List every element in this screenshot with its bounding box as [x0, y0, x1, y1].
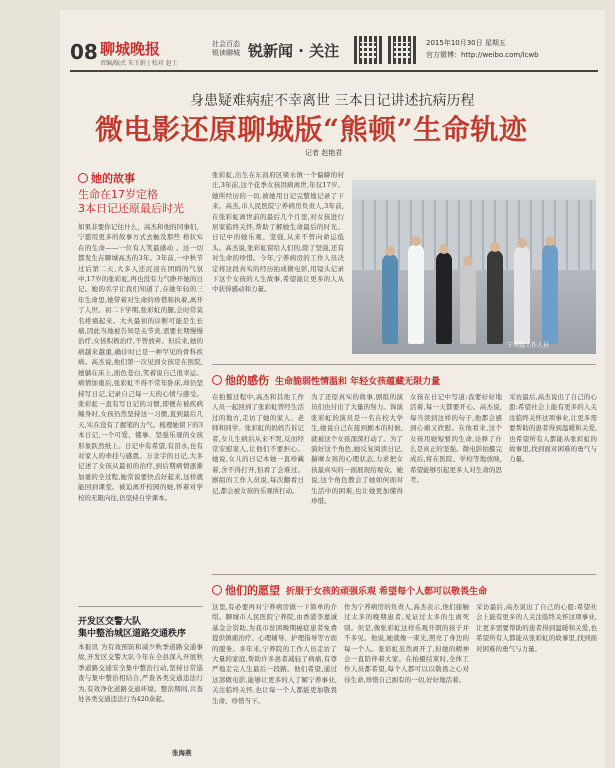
person-head [545, 236, 555, 246]
circle-bullet-icon [212, 375, 222, 385]
person-head [463, 256, 473, 266]
qr-code-icon [388, 36, 416, 64]
article-headline: 微电影还原聊城版“熊顿”生命轨迹 [95, 113, 528, 146]
article-column-3: 在拍摄过程中,高杰和其他工作人员一起回到了张彩虹曾经生活过的地方,走访了她的家人、老师和同学。张彩虹的妈妈告诉记者,女儿生病后从来不哭,反而经常安慰家人,让他们不要担心。她说,女儿的日记本她一直珍藏着,舍不得打开,怕看了会难过。剧组的工作人员说,每次翻看日记,都会被女孩的乐观所打动。 [212, 393, 304, 495]
person-figure [408, 244, 424, 344]
person-head [439, 244, 449, 254]
section-subtitle: 生命在17岁定格 [78, 188, 158, 201]
newspaper-brand: 聊城晚报 [100, 40, 161, 58]
article-column-8: 采访最后,高杰说出了自己的心愿:希望社会上能有更多的人关注临终关怀这项事业,让更多需要帮助的患者得到温暖和关爱,也希望所有人都能从张彩虹的故事里,找到面对困难的勇气与力量。 [509, 393, 597, 464]
article-column-5: 这里,有必要再对宁养病房做一下简单的介绍。聊城市人民医院宁养院,由香港李嘉诚基金会资助,为我市贫困晚期癌症患者免费提供镇痛治疗、心理辅导、护理指导等方面的服务。多年来,宁养院的工作人员走访了大量的家庭,帮助许多患者减轻了病痛,有尊严地走完人生最后一段路。他们希望,通过这部微电影,能够让更多的人了解宁养事业,关注临终关怀,也让每一个人都能更加敬畏生命、珍惜当下。 [212, 603, 337, 705]
brief-author: 张海燕 [172, 749, 192, 757]
article-kicker: 身患疑难病症不幸离世 三本日记讲述抗病历程 [190, 93, 475, 109]
article-column-8b: 采访最后,高杰说出了自己的心愿:希望社会上能有更多的人关注临终关怀这项事业,让更多需要帮助的患者得到温暖和关爱,也希望所有人都能从张彩虹的故事里,找到面对困难的勇气与力量。 [476, 603, 597, 653]
section-title-her-story: 她的故事 [78, 170, 135, 186]
article-column-4: 为了还原真实的故事,剧组的演员们也付出了大量的努力。饰演张彩虹的演员是一名在校大学生,她说自己在接到剧本的时候,就被这个女孩深深打动了。为了演好这个角色,她反复阅读日记,揣摩女孩的心理状态,力求把女孩最真实的一面展现给观众。她说,这个角色教会了她如何面对生活中的困难,也让她更加懂得珍惜。 [311, 393, 403, 506]
person-figure [382, 254, 398, 344]
section-title-their-wish: 他们的愿望 折服于女孩的顽强乐观 希望每个人都可以敬畏生命 [212, 582, 487, 598]
person-head [411, 236, 421, 246]
person-figure [460, 264, 476, 344]
photo-caption: 宁秀霞工作人员 [507, 342, 550, 349]
article-column-6: 女孩在日记中写道:我要好好地活着,每一天都要开心。高杰说,每当读到这样的句子,他都会感到心痛又欣慰。在他看来,这个女孩用她短暂的生命,诠释了什么是真正的坚强。微电影拍摄完成后,将在医院、学校等地放映,希望能够引起更多人对生命的思考。 [410, 393, 502, 485]
weibo-address: 官方微博：http://weibo.com/lcwb [426, 51, 539, 59]
article-column-2: 张彩虹,出生在东昌府区梁水镇一个偏僻的村庄,3年前,这个花季女孩因病离世,年仅17岁。她所经历的一切,被她用日记完整地记录了下来。高杰,市人民医院宁养病房负责人,3年前,在张彩虹离世前的最后几个月里,对女孩进行居家临终关怀,帮助了解她生命最后的时光。日记中的她乐观、坚强,从来不曾向命运低头。高杰说,张彩虹留给人们的,除了坚强,还有对生命的珍惜。今年,宁养病房的工作人员决定将这段真实的经历拍成微电影,用镜头记录下这个女孩的人生故事,希望能让更多的人从中获得感动和力量。 [212, 171, 344, 294]
circle-bullet-icon [212, 585, 222, 595]
column-name: 锐新闻 · 关注 [248, 42, 340, 60]
qr-code-icon [354, 36, 382, 64]
article-column-1: 如果非要你记住什么，高杰和他的同事们，宁愿用更多的故事方式去触及那些 格状实在的生命——一位有人笑最感动 。这一切都发生在聊城高杰的3年。3年前,一中秋节过后第二天,大多人还沉浸在团圆的气氛中,17岁的张彩虹,再也没有力气睁开她的日记。她的名字让我们知道了,在她年轻的三年生命里,她带着对生命的珍惜和执着,离开了人世。初二下学期,张彩虹的腿,会时常莫名疼痛起来。大夫最初的诊断可能是生长痛,因此当地被告知是关节炎,需要长期慢慢治疗,女孩积极治疗,不曾放弃。但后来,她的病越来越重,确诊时已是一种罕见的骨科疾病。高杰说,他们第一次见到女孩是在医院,她躺在床上,面色苍白,笑着说自己很幸运。病情加重后,张彩虹不得不常年卧床,却仍坚持写日记,记录自己每一天的心情与感受。张彩虹一直有写日记的习惯,即便在被疾病缠身时,女孩仍然坚持这一习惯,直到最后几天,实在没有了握笔的力气。梳理她留下的3本日记,一个可爱、懂事、坚强乐观的女孩形象跃然纸上。日记中有希望,有泪水,也有对家人的牵挂与感恩。万念字的日记,大多记述了女孩从最初的治疗,到后期病情逐渐加重的全过程,她常说要快点好起来,这样就能回到课堂。被迫离开校园的她,怀着对学校的无限向往,仍坚持自学课本。 [78, 223, 203, 502]
person-head [385, 246, 395, 256]
page-number: 08 [70, 40, 98, 64]
section-divider [212, 574, 596, 575]
person-figure [436, 252, 452, 344]
person-figure [487, 250, 503, 344]
brief-text: 本报讯 为有效预防和减少秋季道路交通事故,开发区交警大队今年在全县深入开展秋季道路交通安全集中整治行动,坚持日常巡查与集中整治相结合,严查各类交通违法行为,有效净化道路交通环境。整治期间,共查处各类交通违法行为420余起。 [78, 643, 203, 704]
slogan: 社会百态 锐读聊城 [212, 40, 240, 57]
article-byline: 记者 赵艳君 [305, 149, 343, 157]
section-subtitle: 3本日记还原最后时光 [78, 202, 184, 215]
brief-title: 开发区交警大队 [78, 617, 142, 627]
person-head [490, 242, 500, 252]
section-title-his-sorrow: 他的感伤 生命脆弱性情温和 年轻女孩蕴藏无限力量 [212, 372, 440, 388]
section-divider [212, 364, 596, 365]
article-column-7: 作为宁养病房的负责人,高杰表示,他们接触过太多的晚期患者,见证过太多的生离死别。但是,像张彩虹这样乐观开朗的孩子并不多见。他说,她就像一束光,照亮了身边的每一个人。张彩虹虽然离开了,但她的精神会一直陪伴着大家。在拍摄结束时,全体工作人员都希望,每个人都可以以敬畏之心对待生命,珍惜自己拥有的一切,好好地活着。 [344, 603, 469, 684]
editor-credits: 责编/版式 朱玉娟 | 校对 赵士 [100, 60, 178, 67]
masthead-rule [70, 70, 598, 72]
brief-divider [78, 606, 203, 607]
brief-subtitle: 集中整治城区道路交通秩序 [78, 629, 187, 639]
article-photo [352, 180, 596, 354]
person-head [517, 238, 527, 248]
masthead [70, 34, 600, 68]
issue-date: 2015年10月30日 星期五 [426, 39, 506, 47]
person-figure [542, 244, 558, 344]
circle-bullet-icon [78, 173, 88, 183]
person-figure [514, 246, 530, 344]
